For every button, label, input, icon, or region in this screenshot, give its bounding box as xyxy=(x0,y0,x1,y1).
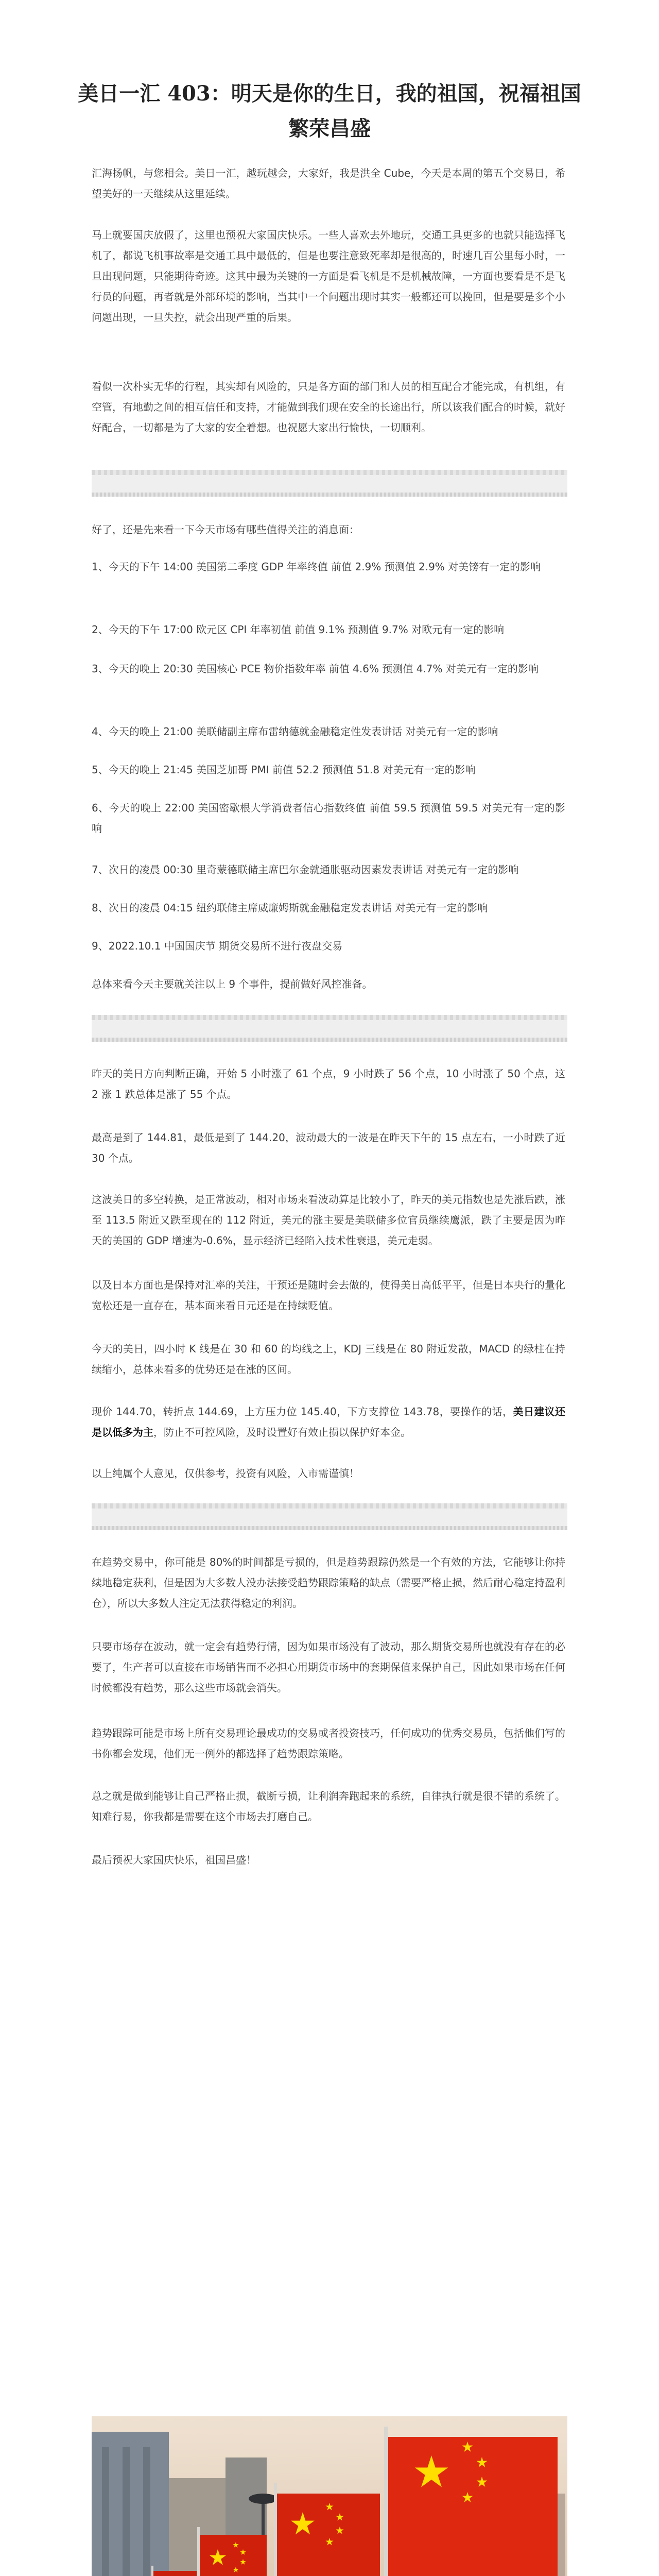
event-item-6: 6、今天的晚上 22:00 美国密歇根大学消费者信心指数终值 前值 59.5 预测值 59.5 对美元有一定的影响 xyxy=(92,802,565,835)
event-item-7: 7、次日的凌晨 00:30 里奇蒙德联储主席巴尔金就通胀驱动因素发表讲话 对美元有一定的影响 xyxy=(92,863,519,876)
analysis-paragraph-5: 今天的美日，四小时 K 线是在 30 和 60 的均线之上，KDJ 三线是在 80 附近发散，MACD 的绿柱在持续缩小，总体来看多的优势还是在涨的区间。 xyxy=(92,1343,565,1376)
event-item-4: 4、今天的晚上 21:00 美联储副主席布雷纳德就金融稳定性发表讲话 对美元有一定的影响 xyxy=(92,725,498,738)
event-item-9: 9、2022.10.1 中国国庆节 期货交易所不进行夜盘交易 xyxy=(92,940,343,952)
closing-paragraph-5: 最后预祝大家国庆快乐，祖国昌盛！ xyxy=(92,1854,256,1866)
section-divider-3 xyxy=(92,1503,567,1530)
strategy-lead: 现价 144.70，转折点 144.69，上方压力位 145.40，下方支撑位 143.78，要操作的话， xyxy=(92,1405,513,1418)
event-item-2: 2、今天的下午 17:00 欧元区 CPI 年率初值 前值 9.1% 预测值 9.7% 对欧元有一定的影响 xyxy=(92,623,505,636)
analysis-paragraph-3: 这波美日的多空转换，是正常波动，相对市场来看波动算是比较小了，昨天的美元指数也是先涨后跌，涨至 113.5 附近又跌至现在的 112 附近，美元的涨主要是美联储多位官员继续鹰派，跌了主要是因为昨天的美国的 GDP 增速为-0.6%，显示经济已经陷入技术性衰退，美元走弱。 xyxy=(92,1193,565,1247)
events-summary: 总体来看今天主要就关注以上 9 个事件，提前做好风控准备。 xyxy=(92,978,373,990)
analysis-paragraph-4: 以及日本方面也是保持对汇率的关注，干预还是随时会去做的，使得美日高低平平，但是日本央行的量化宽松还是一直存在，基本面来看日元还是在持续贬值。 xyxy=(92,1279,565,1312)
closing-paragraph-4: 总之就是做到能够让自己严格止损，截断亏损，让利润奔跑起来的系统，自律执行就是很不错的系统了。知难行易，你我都是需要在这个市场去打磨自己。 xyxy=(92,1790,565,1823)
event-item-3: 3、今天的晚上 20:30 美国核心 PCE 物价指数年率 前值 4.6% 预测值 4.7% 对美元有一定的影响 xyxy=(92,663,539,675)
closing-paragraph-3: 趋势跟踪可能是市场上所有交易理论最成功的交易或者投资技巧，任何成功的优秀交易员，包括他们写的书你都会发现，他们无一例外的都选择了趋势跟踪策略。 xyxy=(92,1727,565,1760)
event-item-1: 1、今天的下午 14:00 美国第二季度 GDP 年率终值 前值 2.9% 预测值 2.9% 对美镑有一定的影响 xyxy=(92,561,541,573)
intro-paragraph-2: 马上就要国庆放假了，这里也预祝大家国庆快乐。一些人喜欢去外地玩，交通工具更多的也就只能选择飞机了，都说飞机事故率是交通工具中最低的，但是也要注意致死率却是很高的，时速几百公里每小时，一旦出现问题，只能期待奇迹。这其中最为关键的一方面是看飞机是不是机械故障，一方面也要看是不是飞行员的问题，再者就是外部环境的影响，当其中一个问题出现时其实一般都还可以挽回，但是要是多个小问题出现，一旦失控，就会出现严重的后果。 xyxy=(92,229,565,324)
events-intro: 好了，还是先来看一下今天市场有哪些值得关注的消息面： xyxy=(92,523,359,536)
event-item-5: 5、今天的晚上 21:45 美国芝加哥 PMI 前值 52.2 预测值 51.8 对美元有一定的影响 xyxy=(92,764,476,776)
closing-paragraph-2: 只要市场存在波动，就一定会有趋势行情，因为如果市场没有了波动，那么期货交易所也就没有存在的必要了，生产者可以直接在市场销售而不必担心用期货市场中的套期保值来保护自己，因此如果市场在任何时候都没有趋势，那么这些市场就会消失。 xyxy=(92,1640,565,1694)
disclaimer: 以上纯属个人意见，仅供参考，投资有风险，入市需谨慎！ xyxy=(92,1467,359,1480)
intro-paragraph-3: 看似一次朴实无华的行程，其实却有风险的，只是各方面的部门和人员的相互配合才能完成，有机组，有空管，有地勤之间的相互信任和支持，才能做到我们现在安全的长途出行，所以该我们配合的时候，就好好配合，一切都是为了大家的安全着想。也祝愿大家出行愉快，一切顺利。 xyxy=(92,380,565,434)
strategy-tail: ，防止不可控风险，及时设置好有效止损以保护好本金。 xyxy=(153,1426,411,1438)
section-divider-1 xyxy=(92,470,567,497)
strategy-bold: 美日建议还是以低多为主 xyxy=(92,1405,566,1438)
strategy-paragraph xyxy=(92,1401,565,1443)
intro-paragraph-1: 汇海扬帆，与您相会。美日一汇，越玩越会，大家好，我是洪全 Cube，今天是本周的第五个交易日，希望美好的一天继续从这里延续。 xyxy=(92,167,565,200)
article-title: 美日一汇 403：明天是你的生日，我的祖国，祝福祖国繁荣昌盛 xyxy=(78,81,581,141)
analysis-paragraph-1: 昨天的美日方向判断正确，开始 5 小时涨了 61 个点，9 小时跌了 56 个点，10 小时涨了 50 个点，这 2 涨 1 跌总体是涨了 55 个点。 xyxy=(92,1067,565,1100)
china-flags-photo xyxy=(92,2416,567,2576)
section-divider-2 xyxy=(92,1015,567,1042)
analysis-paragraph-2: 最高是到了 144.81，最低是到了 144.20，波动最大的一波是在昨天下午的 15 点左右，一小时跌了近 30 个点。 xyxy=(92,1131,565,1164)
event-item-8: 8、次日的凌晨 04:15 纽约联储主席威廉姆斯就金融稳定发表讲话 对美元有一定的影响 xyxy=(92,902,488,914)
closing-paragraph-1: 在趋势交易中，你可能是 80%的时间都是亏损的，但是趋势跟踪仍然是一个有效的方法，它能够让你持续地稳定获利，但是因为大多数人没办法接受趋势跟踪策略的缺点（需要严格止损，然后耐心稳定持盈利仓），所以大多数人注定无法获得稳定的利润。 xyxy=(92,1556,565,1609)
